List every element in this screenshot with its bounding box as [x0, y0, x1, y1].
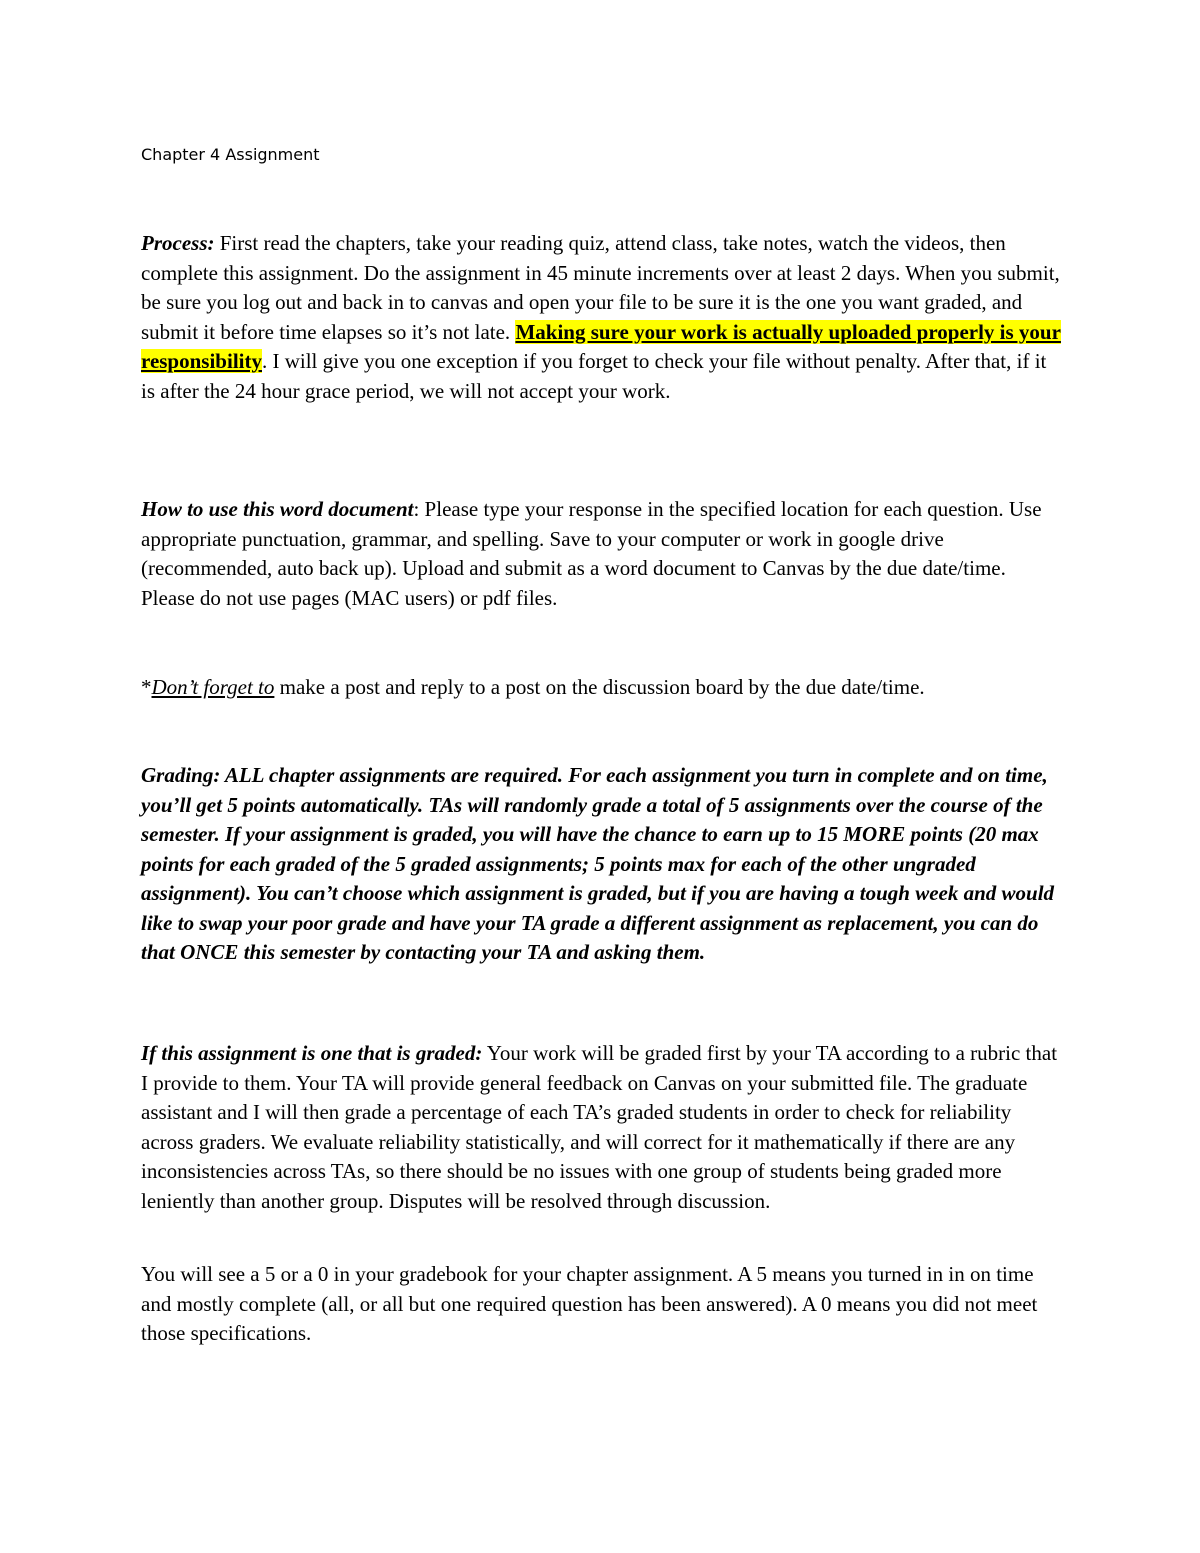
if-graded-text: Your work will be graded first by your TA according to a rubric that I provide to them. Your TA will provide general feedback on Canvas on your submitted file. The graduate assistant and I will then grade a percentage of each TA’s graded students in order to check for reliability across graders. We evaluate reliability statistically, and will correct for it mathematically if there are any inconsistencies across TAs, so there should be no issues with one group of students being graded more leniently than another group. Disputes will be resolved through discussion.: [141, 1041, 1058, 1213]
how-to-text: : Please type your response in the specified location for each question. Use appropriate punctuation, grammar, and spelling. Save to your computer or work in google drive (recommended, auto back up). Upload and submit as a word document to Canvas by the due date/time. Please do not use pages (MAC users) or pdf files.: [141, 497, 1042, 610]
gradebook-paragraph: You will see a 5 or a 0 in your gradebook for your chapter assignment. A 5 means you turned in in on time and mostly complete (all, or all but one required question has been answered). A 0 means you did not meet those specifications.: [141, 1262, 1038, 1345]
reminder-lead: Don’t forget to: [151, 675, 275, 699]
reminder-prefix: *: [141, 675, 152, 699]
how-to-lead: How to use this word document: [141, 497, 414, 521]
if-graded-lead: If this assignment is one that is graded:: [141, 1041, 483, 1065]
if-graded-paragraph: [141, 1039, 1061, 1216]
document-title: Chapter 4 Assignment: [141, 145, 320, 164]
responsibility-highlight: Making sure your work is actually uploaded properly is your responsibility: [141, 319, 1061, 373]
grading-paragraph: Grading: ALL chapter assignments are required. For each assignment you turn in complete and on time, you’ll get 5 points automatically. TAs will randomly grade a total of 5 assignments over the course of the semester. If your assignment is graded, you will have the chance to earn up to 15 MORE points (20 max points for each graded of the 5 graded assignments; 5 points max for each of the other ungraded assignment). You can’t choose which assignment is graded, but if you are having a tough week and would like to swap your poor grade and have your TA grade a different assignment as replacement, you can do that ONCE this semester by contacting your TA and asking them.: [141, 763, 1055, 964]
process-text-end: . I will give you one exception if you forget to check your file without penalty. After that, if it is after the 24 hour grace period, we will not accept your work.: [141, 349, 1047, 403]
reminder-text: make a post and reply to a post on the discussion board by the due date/time.: [274, 675, 925, 699]
process-paragraph: [141, 229, 1061, 406]
process-text: First read the chapters, take your reading quiz, attend class, take notes, watch the videos, then complete this assignment. Do the assignment in 45 minute increments over at least 2 days. When you submit, be sure you log out and back in to canvas and open your file to be sure it is the one you want graded, and submit it before time elapses so it’s not late.: [141, 231, 1060, 344]
how-to-paragraph: [141, 495, 1061, 613]
process-lead: Process:: [141, 231, 215, 255]
reminder-paragraph: [141, 673, 1061, 703]
